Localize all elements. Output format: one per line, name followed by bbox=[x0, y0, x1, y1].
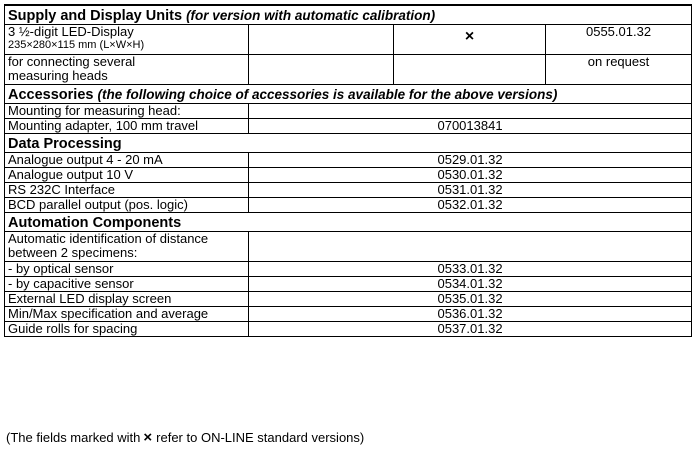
empty-cell bbox=[394, 55, 546, 85]
order-code: 0532.01.32 bbox=[249, 198, 692, 213]
item-description: Mounting for measuring head: bbox=[5, 104, 249, 119]
table-row bbox=[5, 119, 692, 134]
section-header-data-processing bbox=[5, 134, 692, 153]
table-row bbox=[5, 153, 692, 168]
table-row bbox=[5, 25, 692, 55]
cross-mark-icon: × bbox=[464, 28, 475, 45]
accessories-heading-note: (the following choice of accessories is available for the above versions) bbox=[97, 87, 558, 102]
table-row bbox=[5, 198, 692, 213]
item-description: RS 232C Interface bbox=[5, 183, 249, 198]
price-list-sheet bbox=[4, 4, 691, 337]
table-row bbox=[5, 55, 692, 85]
empty-cell bbox=[249, 25, 394, 55]
item-dimensions: 235×280×115 mm (L×W×H) bbox=[8, 39, 145, 51]
item-description-cont: between 2 specimens: bbox=[8, 245, 138, 260]
item-description: Analogue output 10 V bbox=[5, 168, 249, 183]
order-code: 0530.01.32 bbox=[249, 168, 692, 183]
order-code: 070013841 bbox=[249, 119, 692, 134]
item-description bbox=[5, 232, 249, 262]
item-description: Mounting adapter, 100 mm travel bbox=[5, 119, 249, 134]
item-description: Guide rolls for spacing bbox=[5, 322, 249, 337]
order-code: 0529.01.32 bbox=[249, 153, 692, 168]
section-header-automation bbox=[5, 213, 692, 232]
supply-heading-note: (for version with automatic calibration) bbox=[186, 8, 436, 23]
supply-heading-title: Supply and Display Units bbox=[8, 8, 183, 24]
order-code bbox=[249, 232, 692, 262]
order-code: 0537.01.32 bbox=[249, 322, 692, 337]
order-code bbox=[249, 104, 692, 119]
table-row bbox=[5, 322, 692, 337]
supply-heading bbox=[5, 5, 692, 25]
section-header-accessories bbox=[5, 85, 692, 104]
table-row bbox=[5, 307, 692, 322]
table-row bbox=[5, 104, 692, 119]
footnote bbox=[6, 430, 364, 445]
section-header-supply bbox=[5, 5, 692, 25]
table-row bbox=[5, 262, 692, 277]
footnote-text-after: refer to ON-LINE standard versions) bbox=[156, 430, 365, 445]
order-code: 0533.01.32 bbox=[249, 262, 692, 277]
standard-version-cell bbox=[394, 25, 546, 55]
item-description: - by capacitive sensor bbox=[5, 277, 249, 292]
order-code: 0535.01.32 bbox=[249, 292, 692, 307]
table-row bbox=[5, 183, 692, 198]
table-row bbox=[5, 168, 692, 183]
table-row bbox=[5, 277, 692, 292]
item-description-main: for connecting several bbox=[8, 54, 136, 69]
item-description: BCD parallel output (pos. logic) bbox=[5, 198, 249, 213]
cross-mark-icon: × bbox=[143, 429, 153, 446]
empty-cell bbox=[249, 55, 394, 85]
item-description: - by optical sensor bbox=[5, 262, 249, 277]
item-description bbox=[5, 25, 249, 55]
accessories-heading-title: Accessories bbox=[8, 87, 94, 103]
automation-heading: Automation Components bbox=[5, 213, 692, 232]
price-list-table bbox=[4, 4, 692, 337]
table-row bbox=[5, 232, 692, 262]
order-code: 0555.01.32 bbox=[546, 25, 692, 55]
order-code: 0534.01.32 bbox=[249, 277, 692, 292]
item-description: Analogue output 4 - 20 mA bbox=[5, 153, 249, 168]
item-description-main: 3 ½-digit LED-Display bbox=[8, 24, 134, 39]
accessories-heading bbox=[5, 85, 692, 104]
item-description: Min/Max specification and average bbox=[5, 307, 249, 322]
item-description-cont: measuring heads bbox=[8, 68, 108, 83]
table-row bbox=[5, 292, 692, 307]
order-code: on request bbox=[546, 55, 692, 85]
item-description bbox=[5, 55, 249, 85]
order-code: 0536.01.32 bbox=[249, 307, 692, 322]
item-description-main: Automatic identification of distance bbox=[8, 231, 209, 246]
order-code: 0531.01.32 bbox=[249, 183, 692, 198]
item-description: External LED display screen bbox=[5, 292, 249, 307]
data-processing-heading: Data Processing bbox=[5, 134, 692, 153]
footnote-text-before: (The fields marked with bbox=[6, 430, 141, 445]
